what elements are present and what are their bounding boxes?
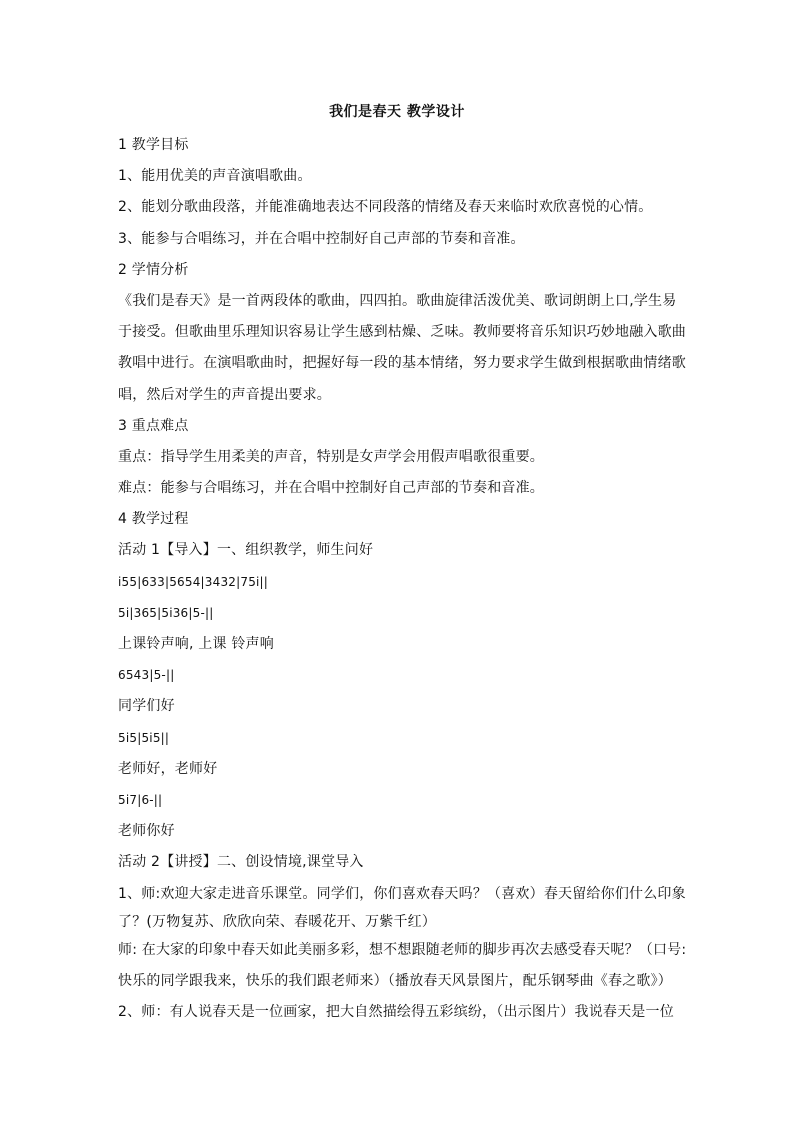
music-notation-line: 5i7|6-|| xyxy=(118,792,163,807)
music-notation-line: 5i5|5i5|| xyxy=(118,730,170,745)
objective-3: 3、能参与合唱练习，并在合唱中控制好自己声部的节奏和音准。 xyxy=(118,230,525,247)
document-title: 我们是春天 教学设计 xyxy=(329,104,465,120)
lyric-line: 老师你好 xyxy=(118,823,175,840)
lesson-text-line: 师: 在大家的印象中春天如此美丽多彩，想不想跟随老师的脚步再次去感受春天呢？（口号: xyxy=(118,941,687,958)
lesson-text-line: 1、师:欢迎大家走进音乐课堂。同学们，你们喜欢春天吗？（喜欢）春天留给你们什么印象 xyxy=(118,885,686,902)
lyric-line: 上课铃声响, 上课 铃声响 xyxy=(118,636,274,652)
key-point: 重点：指导学生用柔美的声音，特别是女声学会用假声唱歌很重要。 xyxy=(118,448,544,465)
lesson-text-line: 了？(万物复苏、欣欣向荣、春暖花开、万紫千红） xyxy=(118,913,437,930)
music-notation-line: 5i|365|5i36|5-|| xyxy=(118,605,214,620)
difficulty-point: 难点：能参与合唱练习，并在合唱中控制好自己声部的节奏和音准。 xyxy=(118,480,544,497)
section-heading-objectives: 1 教学目标 xyxy=(118,137,189,153)
document-body xyxy=(118,130,687,1028)
music-notation-line: i55|633|5654|3432|75i|| xyxy=(118,574,269,589)
section-heading-process: 4 教学过程 xyxy=(118,511,189,528)
analysis-line: 于接受。但歌曲里乐理知识容易让学生感到枯燥、乏味。教师要将音乐知识巧妙地融入歌曲 xyxy=(118,324,686,341)
activity-1-heading: 活动 1【导入】一、组织教学，师生问好 xyxy=(118,542,374,559)
analysis-line: 《我们是春天》是一首两段体的歌曲，四四拍。歌曲旋律活泼优美、歌词朗朗上口,学生易 xyxy=(118,292,677,309)
objective-2: 2、能划分歌曲段落，并能准确地表达不同段落的情绪及春天来临时欢欣喜悦的心情。 xyxy=(118,199,653,216)
objective-1: 1、能用优美的声音演唱歌曲。 xyxy=(118,168,312,185)
section-heading-key-points: 3 重点难点 xyxy=(118,417,189,434)
lesson-text-line: 快乐的同学跟我来，快乐的我们跟老师来）（播放春天风景图片，配乐钢琴曲《春之歌》） xyxy=(118,972,672,989)
music-notation-line: 6543|5-|| xyxy=(118,668,175,683)
analysis-line: 教唱中进行。在演唱歌曲时，把握好每一段的基本情绪，努力要求学生做到根据歌曲情绪歌 xyxy=(118,355,686,372)
activity-2-heading: 活动 2【讲授】二、创设情境,课堂导入 xyxy=(118,854,364,871)
analysis-line: 唱，然后对学生的声音提出要求。 xyxy=(118,386,331,403)
lesson-text-line: 2、师：有人说春天是一位画家，把大自然描绘得五彩缤纷，（出示图片）我说春天是一位 xyxy=(118,1004,674,1021)
lyric-line: 同学们好 xyxy=(118,698,175,715)
lyric-line: 老师好，老师好 xyxy=(118,760,218,777)
section-heading-analysis: 2 学情分析 xyxy=(118,261,189,278)
